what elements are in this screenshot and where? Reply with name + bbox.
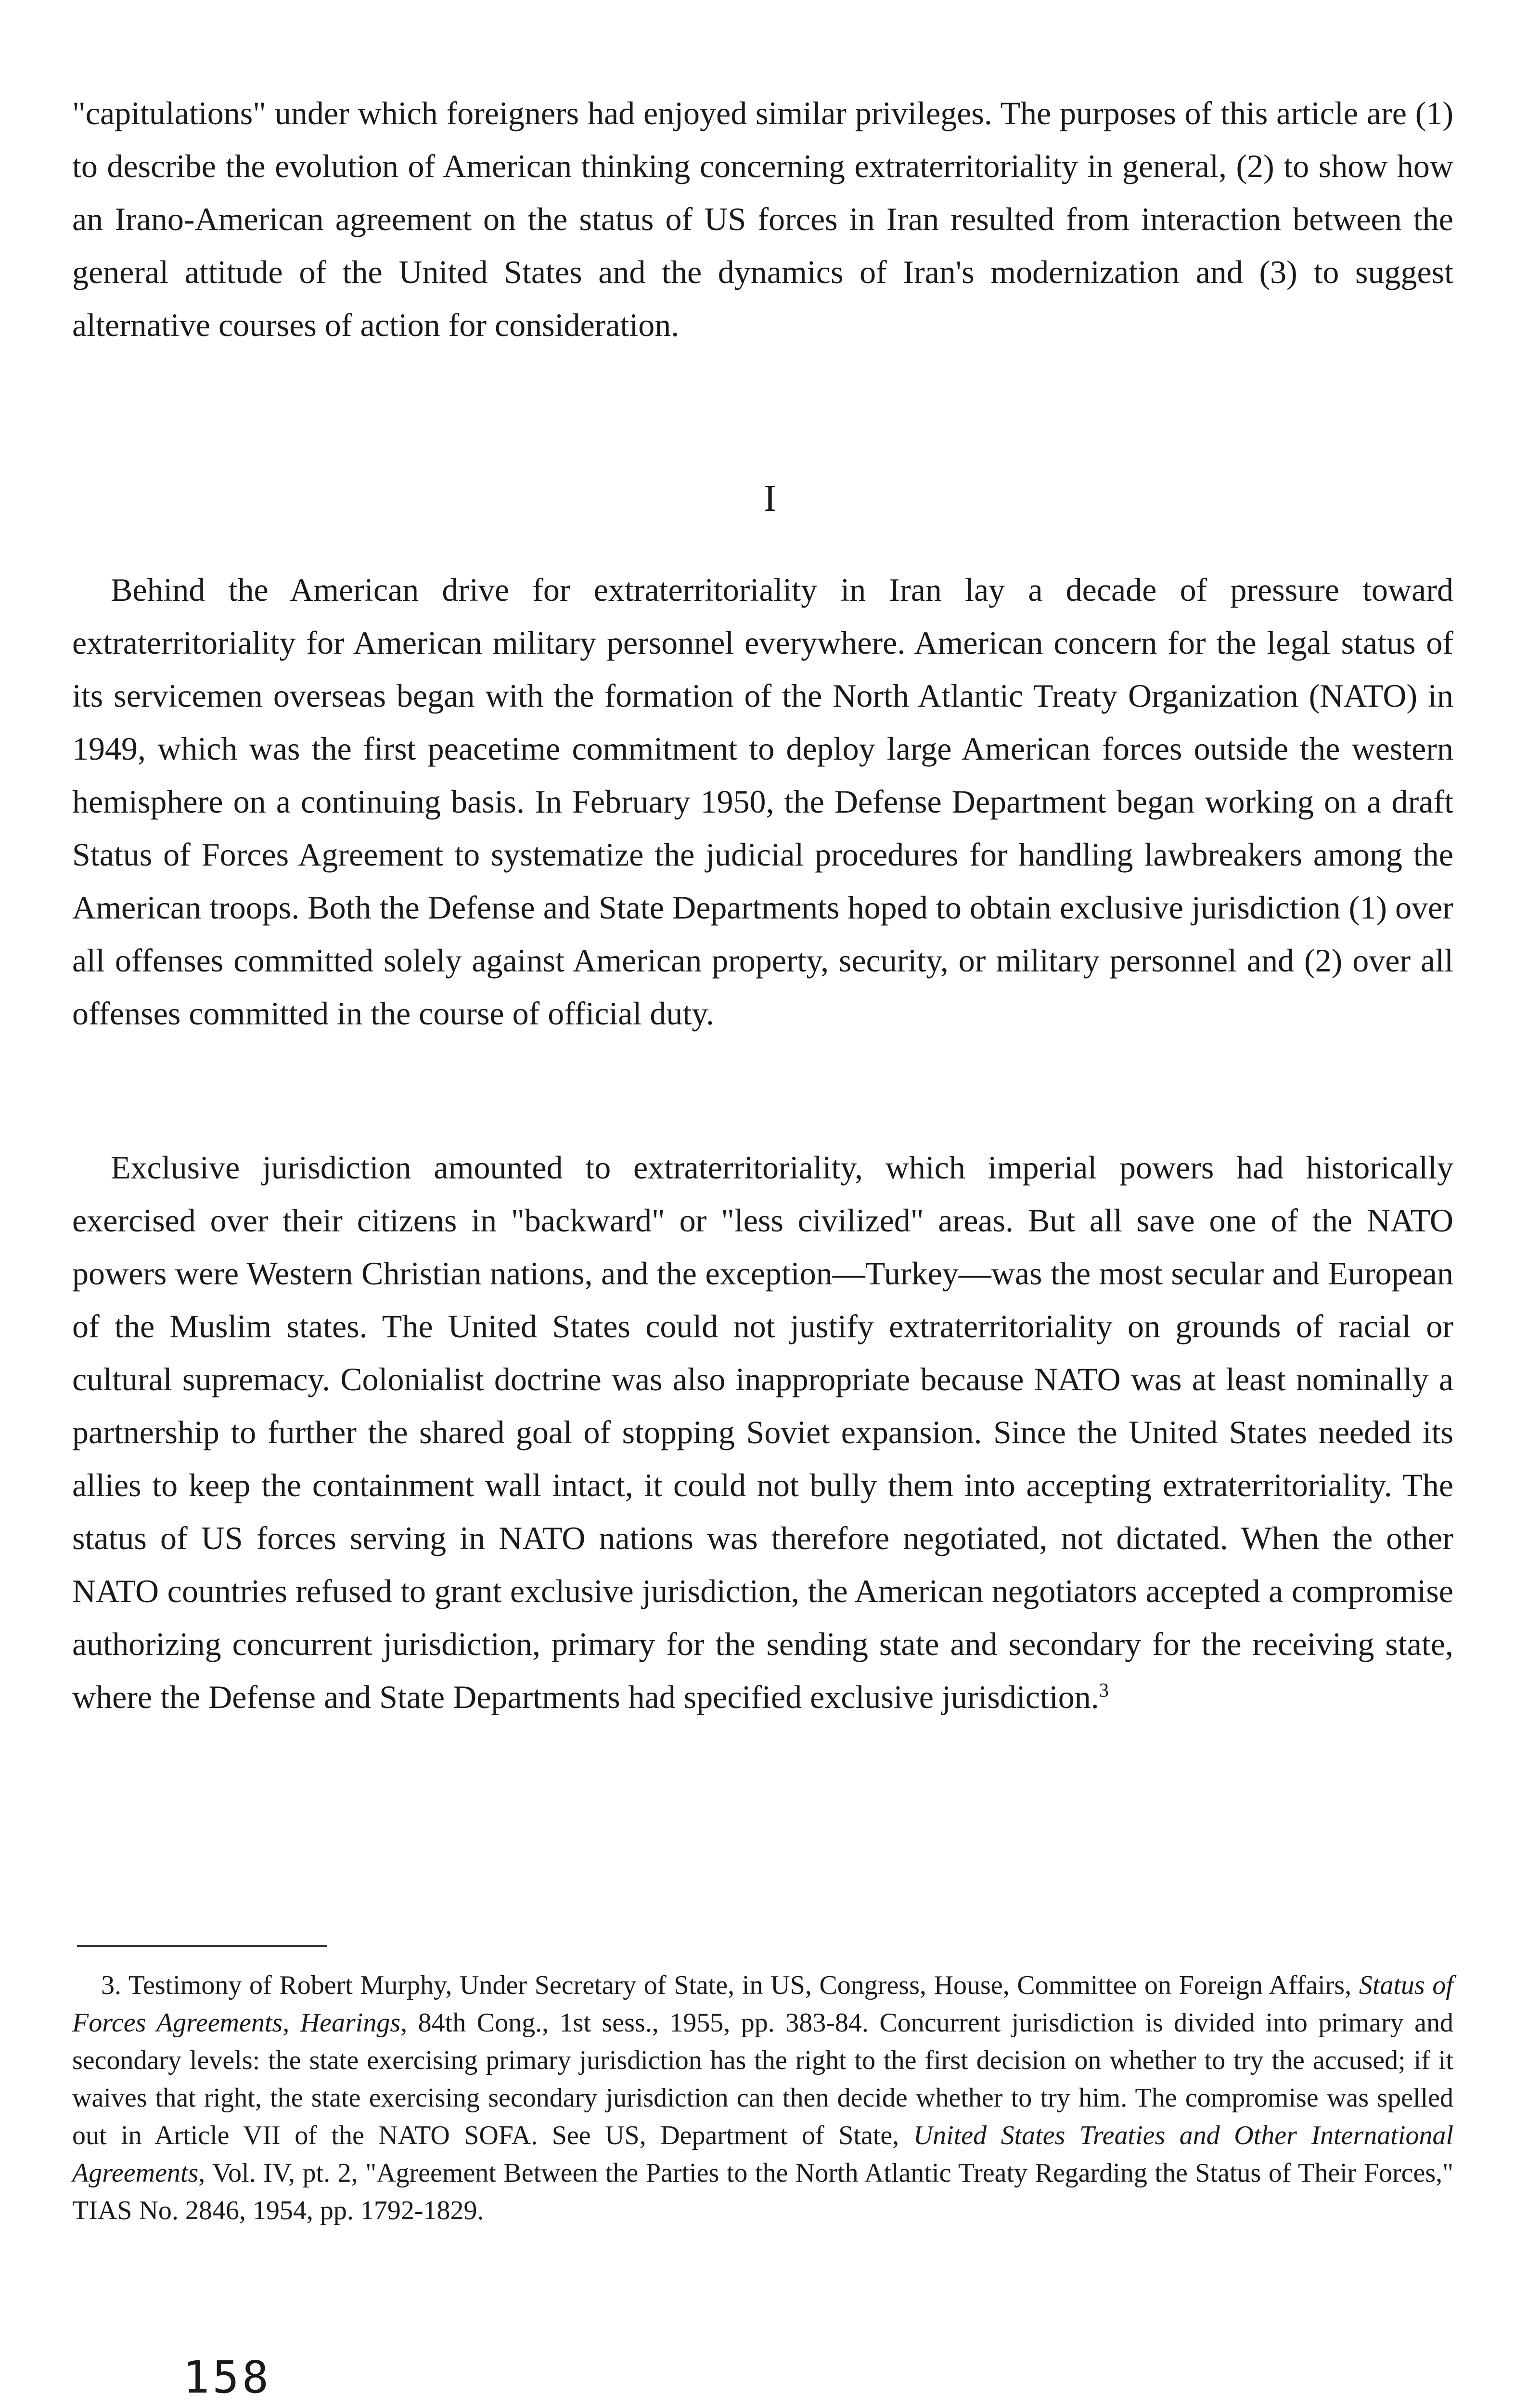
- body-paragraph: Behind the American drive for extraterritoriality in Iran lay a decade of pressure toward extraterritoriality for American military personnel everywhere. American concern for the legal status of its servicemen overseas began with the formation of the North Atlantic Treaty Organization (NATO) in 1949, which was the first peacetime commitment to deploy large American forces outside the western hemisphere on a continuing basis. In February 1950, the Defense Department began working on a draft Status of Forces Agreement to systematize the judicial procedures for handling lawbreakers among the American troops. Both the Defense and State Departments hoped to obtain exclusive jurisdiction (1) over all offenses committed solely against American property, security, or military personnel and (2) over all offenses committed in the course of official duty.: [72, 571, 1453, 1032]
- footnote-text: , 84th Cong., 1st sess., 1955, pp. 383-84. Concurrent jurisdiction is divided into primary and secondary levels: the state exercising primary jurisdiction has the right to the first decision on whether to try the accused; if it waives that right, the state exercising secondary jurisdiction can then decide whether to try him. The compromise was spelled out in Article VII of the NATO SOFA. See US, Department of State,: [72, 2008, 1453, 2150]
- footnote-text: , Vol. IV, pt. 2, "Agreement Between the Parties to the North Atlantic Treaty Regarding the Status of Their Forces," TIAS No. 2846, 1954, pp. 1792-1829.: [72, 2158, 1453, 2226]
- section-heading: I: [764, 477, 776, 519]
- body-paragraph: [72, 1141, 1453, 1723]
- footnote-title: United States Treaties and Other International Agreements: [72, 2121, 1454, 2188]
- footnote: [72, 1967, 1453, 2229]
- footnote-divider: [77, 1945, 327, 1947]
- footnote-text: 3. Testimony of Robert Murphy, Under Secretary of State, in US, Congress, House, Committee on Foreign Affairs,: [101, 1970, 1359, 2000]
- page-number: 158: [183, 2352, 272, 2403]
- footnote-reference: 3: [1099, 1679, 1109, 1701]
- footnote-title: Status of Forces Agreements, Hearings: [72, 1970, 1453, 2038]
- body-paragraph: "capitulations" under which foreigners had enjoyed similar privileges. The purposes of this article are (1) to describe the evolution of American thinking concerning extraterritoriality in general, (2) to show how an Irano-American agreement on the status of US forces in Iran resulted from interaction between the general attitude of the United States and the dynamics of Iran's modernization and (3) to suggest alternative courses of action for consideration.: [72, 95, 1453, 343]
- paragraph-text: Exclusive jurisdiction amounted to extraterritoriality, which imperial powers had historically exercised over their citizens in "backward" or "less civilized" areas. But all save one of the NATO powers were Western Christian nations, and the exception—Turkey—was the most secular and European of the Muslim states. The United States could not justify extraterritoriality on grounds of racial or cultural supremacy. Colonialist doctrine was also inappropriate because NATO was at least nominally a partnership to further the shared goal of stopping Soviet expansion. Since the United States needed its allies to keep the containment wall intact, it could not bully them into accepting extraterritoriality. The status of US forces serving in NATO nations was therefore negotiated, not dictated. When the other NATO countries refused to grant exclusive jurisdiction, the American negotiators accepted a compromise authorizing concurrent jurisdiction, primary for the sending state and secondary for the receiving state, where the Defense and State Departments had specified exclusive jurisdiction.: [72, 1149, 1453, 1715]
